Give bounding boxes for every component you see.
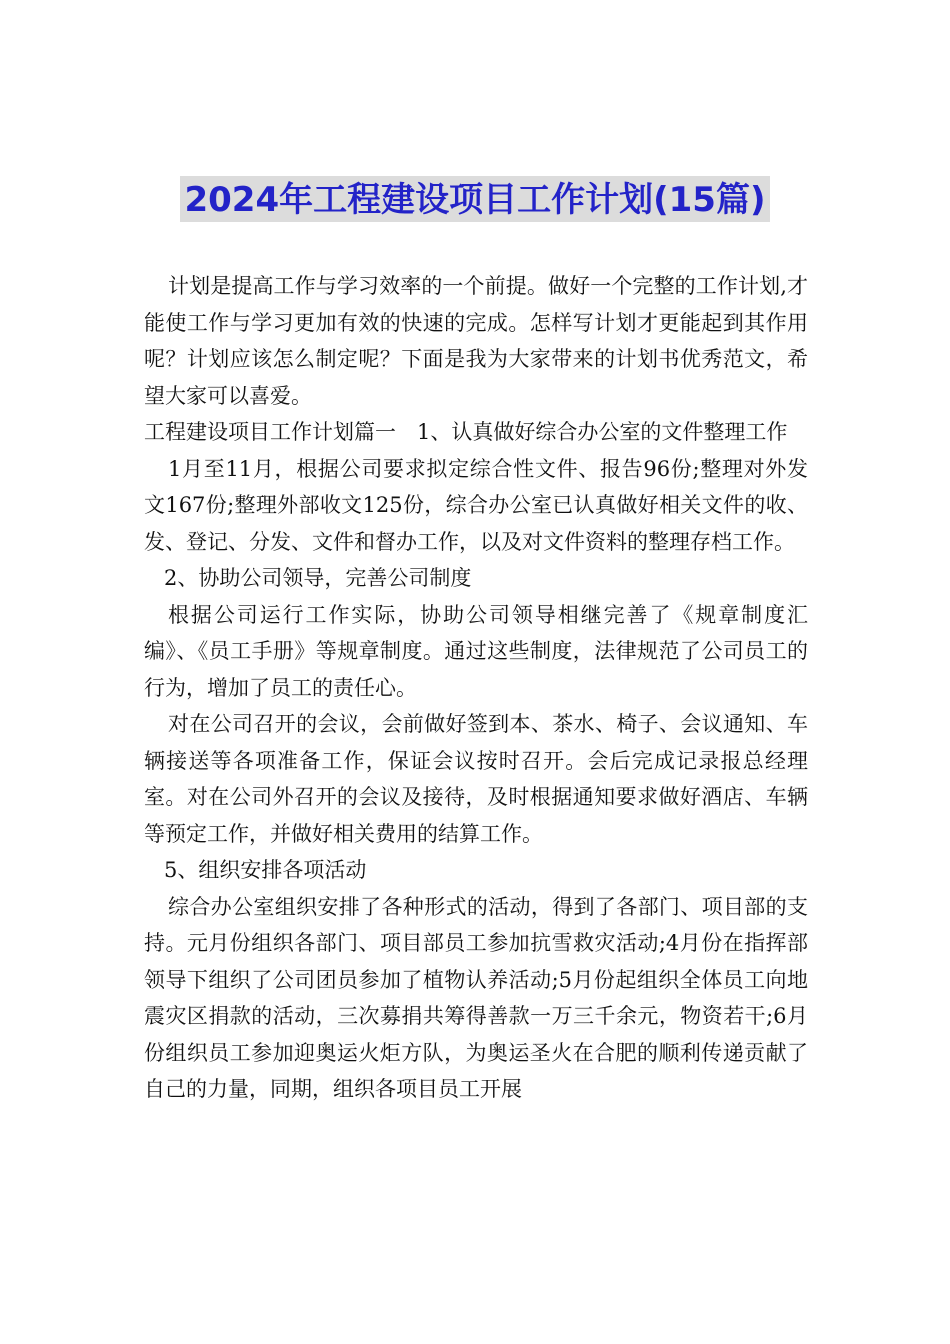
paragraph-meetings: 对在公司召开的会议，会前做好签到本、茶水、椅子、会议通知、车辆接送等各项准备工作，保证会议按时召开。会后完成记录报总经理室。对在公司外召开的会议及接待，及时根据通知要求做好酒店、车辆等预定工作，并做好相关费用的结算工作。 [144, 712, 808, 846]
paragraph-activities: 综合办公室组织安排了各种形式的活动，得到了各部门、项目部的支持。元月份组织各部门、项目部员工参加抗雪救灾活动;4月份在指挥部领导下组织了公司团员参加了植物认养活动;5月份起组织全体员工向地震灾区捐款的活动，三次募捐共筹得善款一万三千余元，物资若干;6月份组织员工参加迎奥运火炬方队，为奥运圣火在合肥的顺利传递贡献了自己的力量，同期，组织各项目员工开展 [144, 894, 808, 1101]
section-heading: 工程建设项目工作计划篇一 1、认真做好综合办公室的文件整理工作 [144, 420, 788, 444]
item-heading-2: 2、协助公司领导，完善公司制度 [164, 566, 472, 590]
paragraph-regulations: 根据公司运行工作实际，协助公司领导相继完善了《规章制度汇编》、《员工手册》等规章制度。通过这些制度，法律规范了公司员工的行为，增加了员工的责任心。 [144, 602, 808, 700]
intro-paragraph: 计划是提高工作与学习效率的一个前提。做好一个完整的工作计划,才能使工作与学习更加有效的快速的完成。怎样写计划才更能起到其作用呢？计划应该怎么制定呢？下面是我为大家带来的计划书优秀范文，希望大家可以喜爱。 [144, 274, 808, 408]
paragraph-file-work: 1月至11月，根据公司要求拟定综合性文件、报告96份;整理对外发文167份;整理外部收文125份，综合办公室已认真做好相关文件的收、发、登记、分发、文件和督办工作，以及对文件资料的整理存档工作。 [144, 456, 808, 554]
title-container [0, 176, 950, 222]
document-title: 2024年工程建设项目工作计划(15篇) [180, 176, 769, 222]
item-heading-5: 5、组织安排各项活动 [164, 858, 367, 882]
document-body [144, 268, 808, 1108]
